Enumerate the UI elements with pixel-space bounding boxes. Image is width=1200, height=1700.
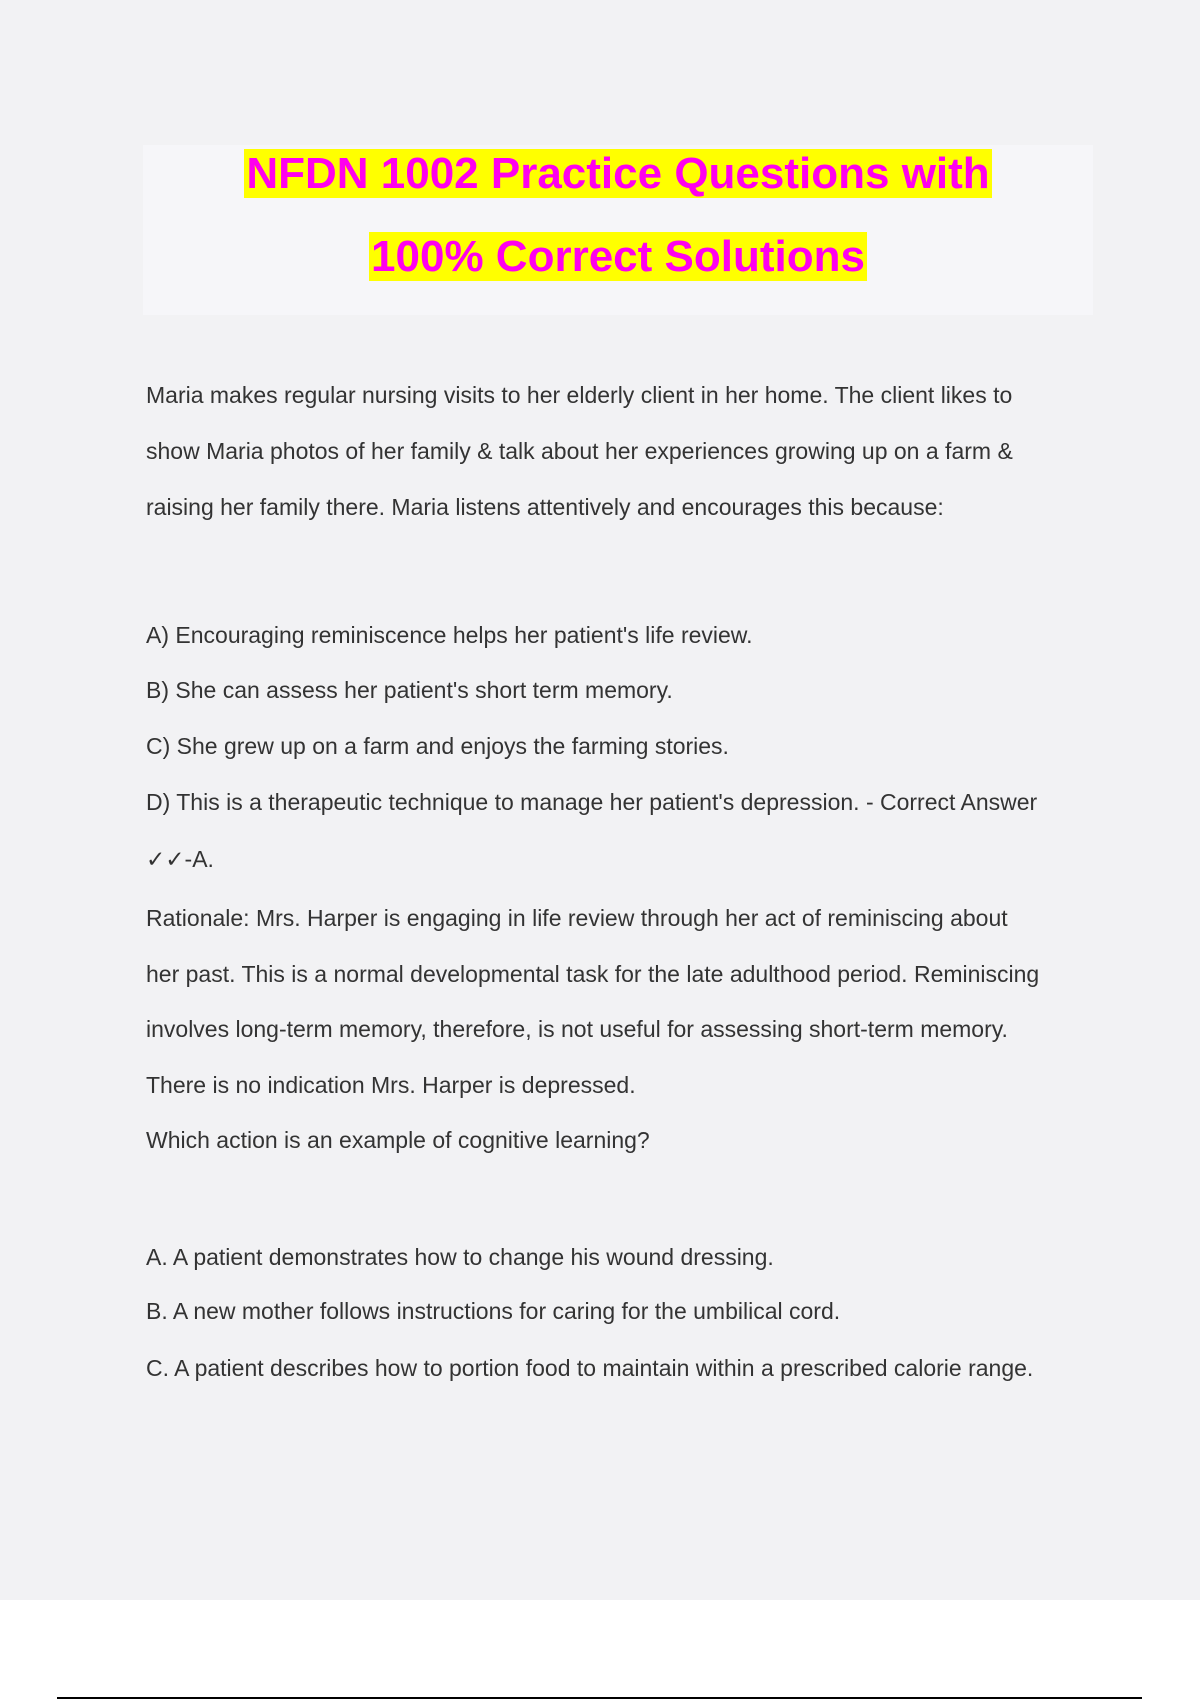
footer-divider: [57, 1697, 1142, 1699]
question-1-answer: ✓✓-A.: [146, 846, 214, 872]
rationale-line: involves long-term memory, therefore, is not useful for assessing short-term memory.: [146, 1016, 1008, 1042]
title-text-2: 100% Correct Solutions: [371, 232, 865, 281]
question-1-option-d: D) This is a therapeutic technique to manage her patient's depression. - Correct Answer: [146, 789, 1038, 815]
question-1-stem-line: Maria makes regular nursing visits to her elderly client in her home. The client likes to: [146, 382, 1013, 408]
question-1-stem-line: show Maria photos of her family & talk about her experiences growing up on a farm &: [146, 438, 1013, 464]
rationale-line: her past. This is a normal developmental task for the late adulthood period. Reminiscing: [146, 961, 1040, 987]
rationale-line: Rationale: Mrs. Harper is engaging in life review through her act of reminiscing about: [146, 905, 1008, 931]
rationale-line: There is no indication Mrs. Harper is depressed.: [146, 1072, 636, 1098]
title-line-2: [143, 229, 1093, 285]
question-1-option-c: C) She grew up on a farm and enjoys the farming stories.: [146, 733, 729, 759]
question-2-option-b: B. A new mother follows instructions for caring for the umbilical cord.: [146, 1298, 841, 1324]
question-2-option-a: A. A patient demonstrates how to change his wound dressing.: [146, 1244, 774, 1270]
title-line-1: [143, 146, 1093, 202]
question-2-stem: Which action is an example of cognitive learning?: [146, 1127, 650, 1153]
question-1-stem-line: raising her family there. Maria listens attentively and encourages this because:: [146, 494, 944, 520]
title-text-1: NFDN 1002 Practice Questions with: [246, 149, 990, 198]
question-1-option-b: B) She can assess her patient's short term memory.: [146, 677, 673, 703]
question-2-option-c: C. A patient describes how to portion food to maintain within a prescribed calorie range.: [146, 1355, 1034, 1381]
question-1-option-a: A) Encouraging reminiscence helps her patient's life review.: [146, 622, 753, 648]
title-block: [143, 145, 1093, 315]
